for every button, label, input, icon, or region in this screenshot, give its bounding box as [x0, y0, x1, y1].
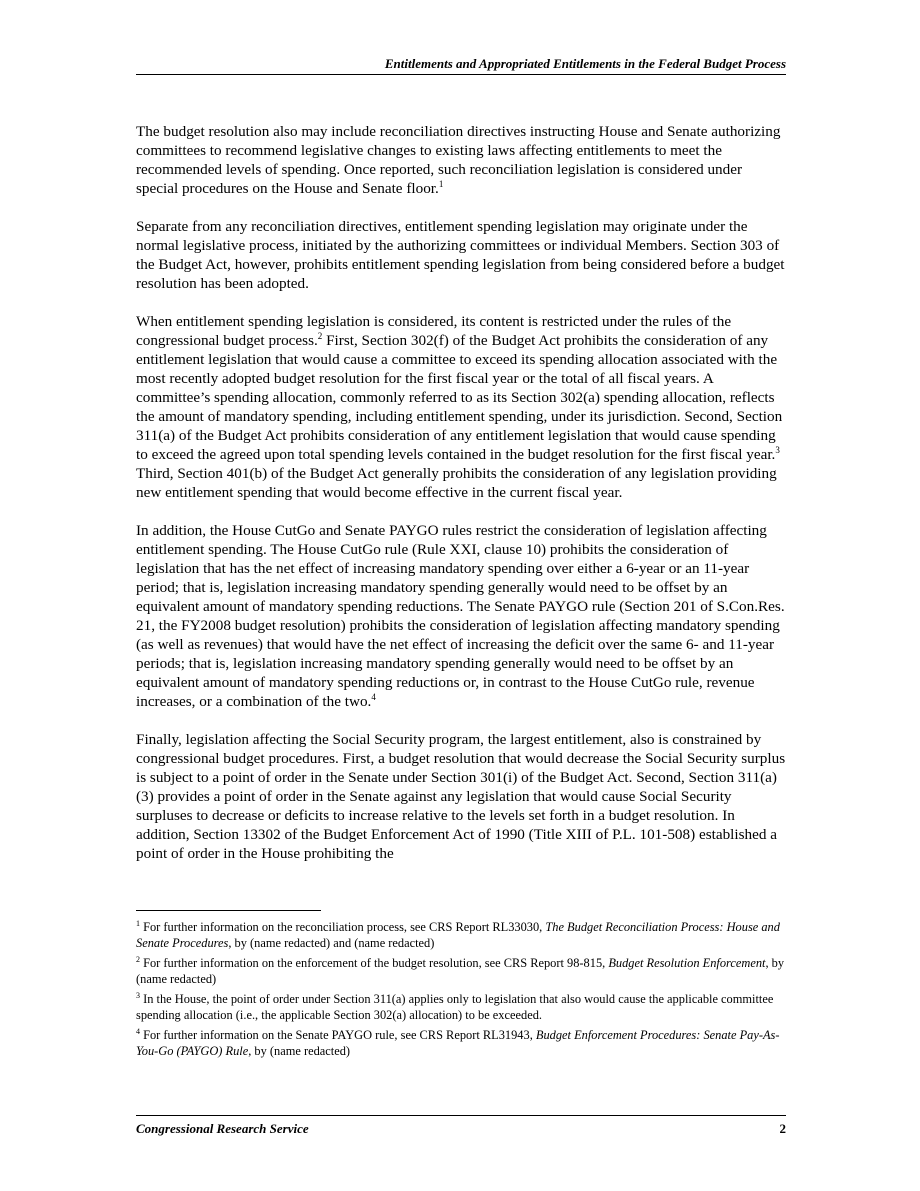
footnote-4: $^4$ For further information on the Senate PAYGO rule, see CRS Report RL31943, Budget Enforcement Procedures: Senate Pay-As-You-Go (PAYGO) Rule, by (name redacted)	[136, 1026, 780, 1058]
footnote-divider	[136, 910, 321, 911]
paragraph-normal-process: Separate from any reconciliation directives, entitlement spending legislation may originate under the normal legislative process, initiated by the authorizing committees or individual Members. Section 303 of the Budget Act, however, prohibits entitlement spending legislation from being considered before a budget resolution has been adopted.	[136, 218, 785, 292]
paragraph-reconciliation: The budget resolution also may include reconciliation directives instructing House and Senate authorizing committees to recommend legislative changes to existing laws affecting entitlements to meet the recommended levels of spending. Once reported, such reconciliation legislation is considered under special procedures on the House and Senate floor.$^1$	[136, 123, 781, 197]
footnote-3: $^3$ In the House, the point of order under Section 311(a) applies only to legislation that also would cause the applicable committee spending allocation (i.e., the applicable Section 302(a) allocation) to be exceeded.	[136, 990, 774, 1022]
paragraph-social-security: Finally, legislation affecting the Social Security program, the largest entitlement, also is constrained by congressional budget procedures. First, a budget resolution that would decrease the Social Security surplus is subject to a point of order in the Senate under Section 301(i) of the Budget Act. Second, Section 311(a)(3) provides a point of order in the Senate against any legislation that would cause Social Security surpluses to decrease or deficits to increase relative to the levels set forth in a budget resolution. In addition, Section 13302 of the Budget Enforcement Act of 1990 (Title XIII of P.L. 101-508) established a point of order in the House prohibiting the	[136, 731, 786, 862]
paragraph-content-restrictions: When entitlement spending legislation is considered, its content is restricted under the rules of the congressional budget process.$^2$ First, Section 302(f) of the Budget Act prohibits the consideration of any entitlement legislation that would cause a committee to exceed its spending allocation associated with the most recently adopted budget resolution for the first fiscal year or the total of all fiscal years. A committee’s spending allocation, commonly referred to as its Section 302(a) spending allocation, reflects the amount of mandatory spending, including entitlement spending, under its jurisdiction. Second, Section 311(a) of the Budget Act prohibits consideration of any entitlement legislation that would cause spending to exceed the agreed upon total spending levels contained in the budget resolution for the first fiscal year.$^3$ Third, Section 401(b) of the Budget Act generally prohibits the consideration of any legislation providing new entitlement spending that would become effective in the current fiscal year.	[136, 313, 783, 501]
footnote-ref-1[interactable]: 1	[438, 178, 444, 189]
page-footer	[136, 1115, 786, 1137]
footnote-1: $^1$ For further information on the reconciliation process, see CRS Report RL33030, The Budget Reconciliation Process: House and Senate Procedures, by (name redacted) and (name redacted)	[136, 918, 780, 950]
footnote-ref-3[interactable]: 3	[775, 444, 780, 455]
page-number: 2	[779, 1121, 786, 1136]
body-text	[136, 122, 786, 882]
running-header: Entitlements and Appropriated Entitlements in the Federal Budget Process	[136, 56, 786, 75]
footnotes	[136, 919, 786, 1063]
paragraph-cutgo-paygo: In addition, the House CutGo and Senate PAYGO rules restrict the consideration of legislation affecting entitlement spending. The House CutGo rule (Rule XXI, clause 10) prohibits the consideration of legislation that has the net effect of increasing mandatory spending over either a 6-year or an 11-year period; that is, legislation increasing mandatory spending generally would need to be offset by an equivalent amount of mandatory spending reductions. The Senate PAYGO rule (Section 201 of S.Con.Res. 21, the FY2008 budget resolution) prohibits the consideration of legislation affecting mandatory spending (as well as revenues) that would have the net effect of increasing the deficit over the same 6- and 11-year periods; that is, legislation increasing mandatory spending generally would need to be offset by an equivalent amount of mandatory spending reductions or, in contrast to the House CutGo rule, revenue increases, or a combination of the two.$^4$	[136, 522, 785, 710]
footnote-ref-4[interactable]: 4	[371, 691, 376, 702]
footnote-2: $^2$ For further information on the enforcement of the budget resolution, see CRS Report 98-815, Budget Resolution Enforcement, by (name redacted)	[136, 954, 785, 986]
publisher-name: Congressional Research Service	[136, 1121, 309, 1136]
footnote-ref-2[interactable]: 2	[317, 330, 323, 341]
